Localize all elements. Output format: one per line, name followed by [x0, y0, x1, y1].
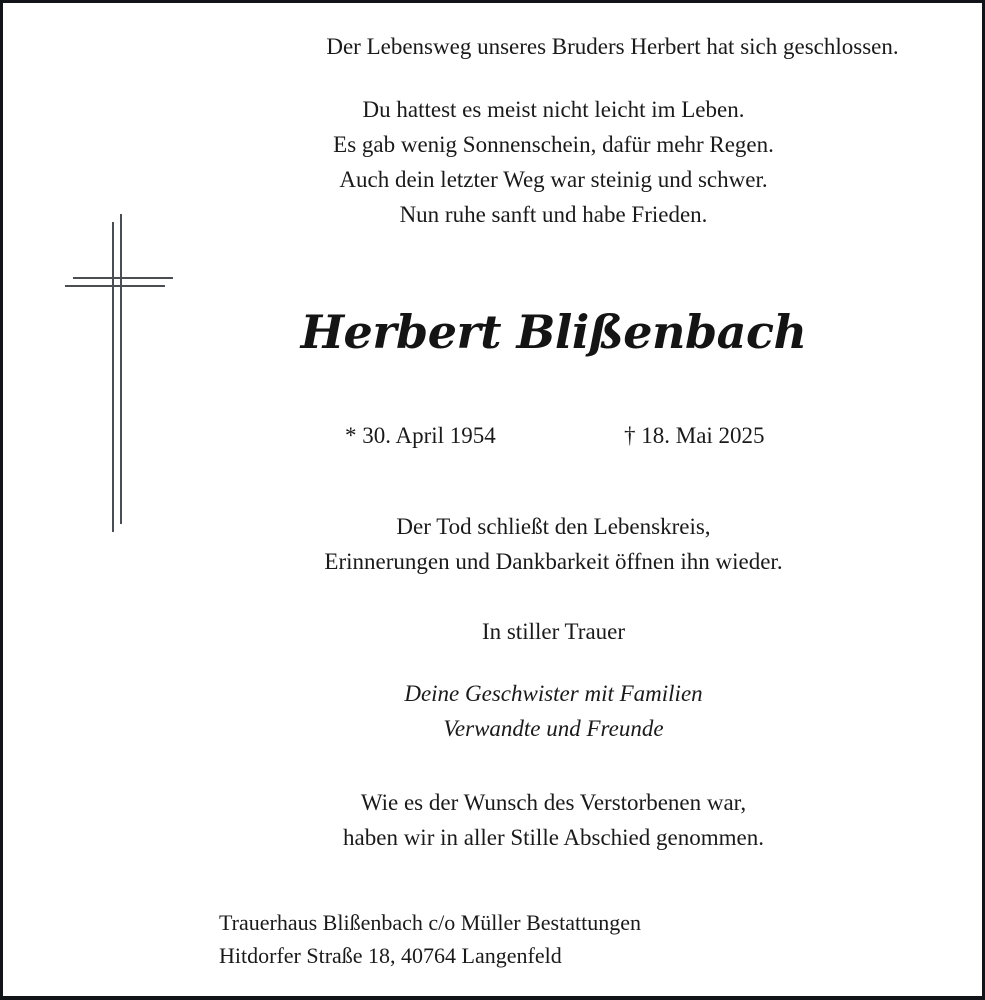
birth-date: * 30. April 1954 — [345, 423, 496, 448]
notice-line: haben wir in aller Stille Abschied genommen. — [343, 825, 764, 850]
intro-text: Der Lebensweg unseres Bruders Herbert hat sich geschlossen. — [326, 34, 899, 59]
quote-line: Der Tod schließt den Lebenskreis, — [396, 514, 711, 539]
mourning-label: In stiller Trauer — [481, 619, 626, 644]
mourner-line: Deine Geschwister mit Familien — [404, 681, 703, 706]
poem-line: Du hattest es meist nicht leicht im Leben. — [362, 97, 745, 122]
mourner-line: Verwandte und Freunde — [443, 716, 664, 741]
obituary-card — [3, 3, 982, 996]
address-line: Hitdorfer Straße 18, 40764 Langenfeld — [219, 943, 562, 968]
address-line: Trauerhaus Blißenbach c/o Müller Bestattungen — [219, 910, 641, 935]
quote-line: Erinnerungen und Dankbarkeit öffnen ihn wieder. — [324, 549, 783, 574]
poem-line: Es gab wenig Sonnenschein, dafür mehr Regen. — [333, 132, 774, 157]
notice-line: Wie es der Wunsch des Verstorbenen war, — [360, 790, 747, 815]
deceased-name: Herbert Blißenbach — [300, 305, 807, 359]
poem-line: Auch dein letzter Weg war steinig und schwer. — [339, 167, 768, 192]
death-date: † 18. Mai 2025 — [624, 423, 765, 448]
poem-line: Nun ruhe sanft und habe Frieden. — [399, 202, 708, 227]
